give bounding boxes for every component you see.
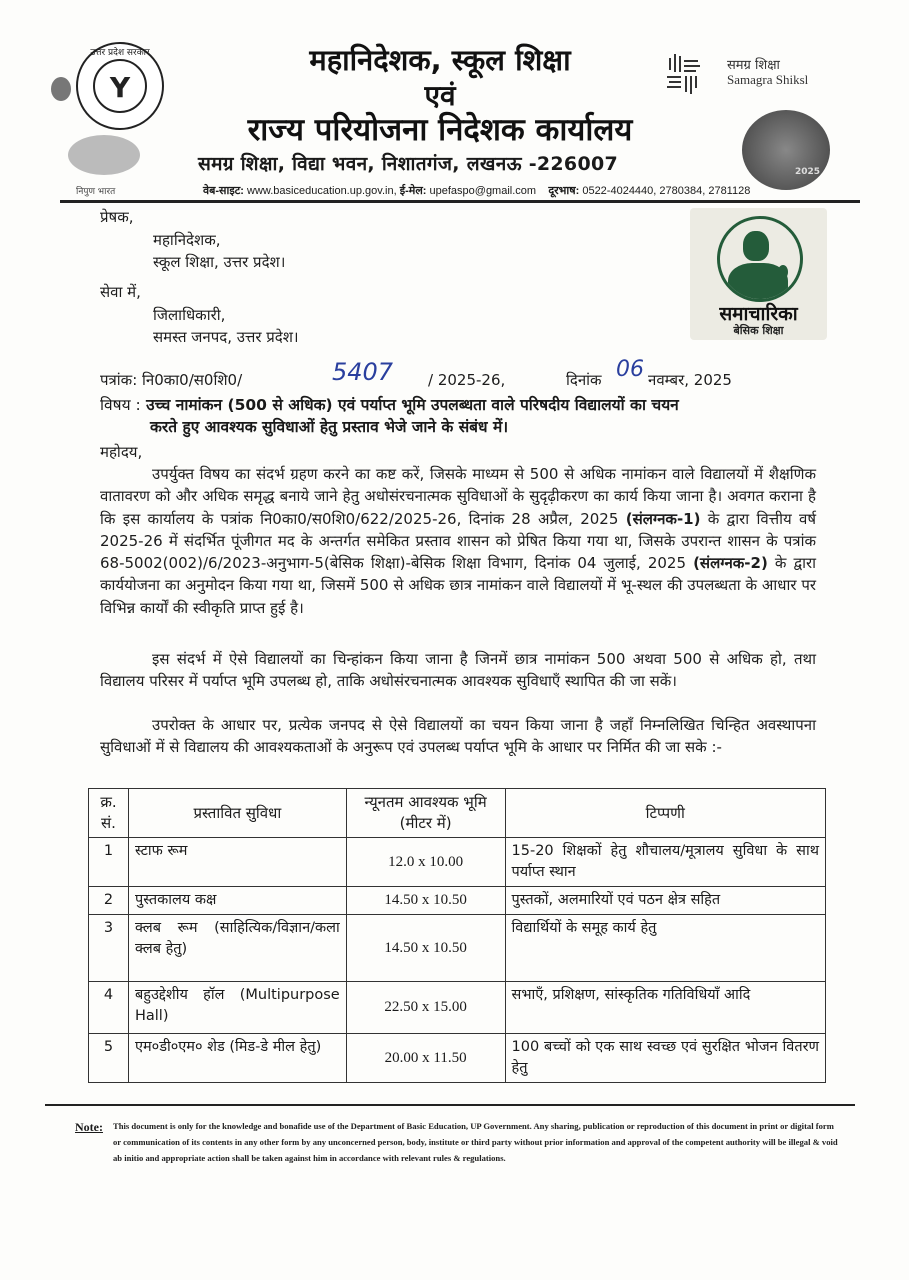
footer-note-text: This document is only for the knowledge and bonafide use of the Department of Basic Education, UP Government. Any sharing, publication or reproduction of this document in print or digital form or communication of its contents in any other form by any unconcerned person, body, institute or third party without prior information and approval of the competent authority will be illegal & void ab initio and appropriate action shall be taken against him in accordance with relevant rules & regulations. bbox=[113, 1121, 838, 1163]
date-label: दिनांक bbox=[566, 371, 602, 389]
sender-label: प्रेषक, bbox=[100, 208, 134, 226]
office-title-line3: राज्य परियोजना निदेशक कार्यालय bbox=[247, 112, 633, 148]
letter-number-year: / 2025-26, bbox=[428, 371, 506, 389]
office-address: समग्र शिक्षा, विद्या भवन, निशातगंज, लखनऊ -226007 bbox=[198, 153, 619, 175]
samagra-english-label: Samagra Shiksl bbox=[727, 72, 809, 87]
row-facility: क्लब रूम (साहित्यिक/विज्ञान/कला क्लब हेतु) bbox=[128, 915, 346, 982]
email-link[interactable]: upefaspo@gmail.com bbox=[429, 185, 537, 197]
commemorative-medal-icon bbox=[742, 110, 830, 190]
subject-block bbox=[100, 394, 816, 438]
row-facility: स्टाफ रूम bbox=[128, 838, 346, 887]
row-area: 22.50 x 15.00 bbox=[346, 982, 505, 1034]
col-header-remark: टिप्पणी bbox=[505, 789, 825, 838]
up-government-seal-icon bbox=[76, 42, 164, 130]
medal-year: 2025 bbox=[795, 167, 821, 177]
phone-label: दूरभाष: bbox=[548, 185, 580, 197]
samacharika-badge bbox=[690, 208, 827, 340]
recipient-line2: समस्त जनपद, उत्तर प्रदेश। bbox=[153, 328, 299, 346]
phone-numbers: 0522-4024440, 2780384, 2781128 bbox=[582, 185, 751, 197]
header-divider bbox=[60, 200, 860, 203]
row-facility: एम०डी०एम० शेड (मिड-डे मील हेतु) bbox=[128, 1034, 346, 1083]
table-row bbox=[89, 838, 826, 887]
website-label: वेब-साइट: bbox=[203, 185, 244, 197]
recipient-line1: जिलाधिकारी, bbox=[153, 306, 226, 324]
body-paragraph-1 bbox=[100, 463, 816, 619]
subject-line1: उच्च नामांकन (500 से अधिक) एवं पर्याप्त भूमि उपलब्धता वाले परिषदीय विद्यालयों का चयन bbox=[146, 396, 679, 414]
row-serial: 5 bbox=[89, 1034, 129, 1083]
row-serial: 3 bbox=[89, 915, 129, 982]
subject-line2: करते हुए आवश्यक सुविधाओं हेतु प्रस्ताव भेजे जाने के संबंध में। bbox=[150, 418, 509, 436]
row-area: 20.00 x 11.50 bbox=[346, 1034, 505, 1083]
paragraph-1-text-a: उपर्युक्त विषय का संदर्भ ग्रहण करने का कष्ट करें, जिसके माध्यम से 500 से अधिक नामांकन वाले विद्यालयों में शैक्षणिक वातावरण को और अधिक समृद्ध बनाये जाने हेतु अधोसंरचनात्मक सुविधाओं के सुदृढ़ीकरण का कार्य किया जाना है। अवगत कराना है कि इस कार्यालय के पत्रांक नि0का0/स0शि0/622/2025-26, दिनांक 28 अप्रैल, 2025 bbox=[100, 465, 816, 528]
row-remark: सभाएँ, प्रशिक्षण, सांस्कृतिक गतिविधियाँ आदि bbox=[505, 982, 825, 1034]
body-paragraph-3: उपरोक्त के आधार पर, प्रत्येक जनपद से ऐसे विद्यालयों का चयन किया जाना है जहाँ निम्नलिखित चिन्हित अवस्थापना सुविधाओं में से विद्यालय की आवश्यकताओं के अनुरूप एवं उपलब्ध पर्याप्त भूमि के आधार पर निर्मित की जा सके :- bbox=[100, 716, 816, 757]
attachment-1-ref: (संलग्नक-1) bbox=[625, 509, 701, 528]
col-header-serial: क्र. सं. bbox=[89, 789, 129, 838]
footer-divider bbox=[45, 1104, 855, 1106]
seal-ring-text: उत्तर प्रदेश सरकार bbox=[90, 48, 150, 58]
badge-title: समाचारिका bbox=[719, 303, 798, 325]
table-header-row bbox=[89, 789, 826, 838]
attachment-2-ref: (संलग्नक-2) bbox=[693, 554, 768, 573]
paragraph-1-text-c: के द्वारा वित्तीय वर्ष 2025-26 में संदर्भित पूंजीगत मद के अन्तर्गत समेकित प्रस्ताव शासन को प्रेषित किया गया था, जिसके उपरान्त शासन के पत्रांक 68-5002(002)/6/2023-अनुभाग-5(बेसिक शिक्षा)-बेसिक शिक्षा विभाग, दिनांक 04 जुलाई, 2025 bbox=[100, 509, 816, 573]
row-area: 12.0 x 10.00 bbox=[346, 838, 505, 887]
row-area: 14.50 x 10.50 bbox=[346, 887, 505, 915]
date-month-year: नवम्बर, 2025 bbox=[648, 371, 732, 389]
col-header-facility: प्रस्तावित सुविधा bbox=[128, 789, 346, 838]
nipun-bharat-logo-icon bbox=[68, 135, 140, 175]
handwritten-letter-number: 5407 bbox=[332, 358, 394, 386]
email-label: ई-मेल: bbox=[399, 185, 427, 197]
decorative-dot bbox=[51, 77, 71, 101]
contact-line bbox=[203, 183, 750, 198]
row-remark: 15-20 शिक्षकों हेतु शौचालय/मूत्रालय सुविधा के साथ पर्याप्त स्थान bbox=[505, 838, 825, 887]
row-remark: 100 बच्चों को एक साथ स्वच्छ एवं सुरक्षित भोजन वितरण हेतु bbox=[505, 1034, 825, 1083]
row-facility: पुस्तकालय कक्ष bbox=[128, 887, 346, 915]
table-row bbox=[89, 915, 826, 982]
nipun-bharat-label: निपुण भारत bbox=[76, 187, 116, 197]
sender-line2: स्कूल शिक्षा, उत्तर प्रदेश। bbox=[153, 253, 286, 271]
website-link[interactable]: www.basiceducation.up.gov.in, bbox=[247, 185, 397, 197]
samagra-hindi-label: समग्र शिक्षा bbox=[727, 58, 780, 73]
footer-note-label: Note: bbox=[75, 1120, 103, 1134]
row-remark: विद्यार्थियों के समूह कार्य हेतु bbox=[505, 915, 825, 982]
office-title-line2: एवं bbox=[424, 79, 456, 112]
table-row bbox=[89, 1034, 826, 1083]
table-row bbox=[89, 982, 826, 1034]
handwritten-day: 06 bbox=[616, 357, 644, 382]
body-paragraph-2: इस संदर्भ में ऐसे विद्यालयों का चिन्हांकन किया जाना है जिनमें छात्र नामांकन 500 अथवा 500 से अधिक हो, तथा विद्यालय परिसर में पर्याप्त भूमि उपलब्ध हो, ताकि अधोसंरचनात्मक आवश्यक सुविधाएँ स्थापित की जा सकें। bbox=[100, 650, 816, 691]
row-remark: पुस्तकों, अलमारियों एवं पठन क्षेत्र सहित bbox=[505, 887, 825, 915]
subject-label: विषय : bbox=[100, 396, 141, 414]
salutation: महोदय, bbox=[100, 443, 143, 461]
office-title-line1: महानिदेशक, स्कूल शिक्षा bbox=[309, 43, 571, 77]
row-area: 14.50 x 10.50 bbox=[346, 915, 505, 982]
letter-number-prefix: पत्रांक: नि0का0/स0शि0/ bbox=[100, 371, 243, 389]
table-row bbox=[89, 887, 826, 915]
seal-emblem bbox=[93, 59, 147, 113]
sender-line1: महानिदेशक, bbox=[153, 231, 221, 249]
seal-y-glyph: Y bbox=[109, 71, 131, 104]
col-header-min-land: न्यूनतम आवश्यक भूमि (मीटर में) bbox=[346, 789, 505, 838]
row-serial: 1 bbox=[89, 838, 129, 887]
badge-subtitle: बेसिक शिक्षा bbox=[733, 324, 784, 337]
facilities-table bbox=[88, 788, 826, 1083]
row-serial: 2 bbox=[89, 887, 129, 915]
speaker-with-mic-icon bbox=[717, 216, 803, 302]
recipient-label: सेवा में, bbox=[100, 283, 141, 301]
samagra-shiksha-logo-icon bbox=[665, 52, 703, 98]
row-serial: 4 bbox=[89, 982, 129, 1034]
paragraph-1-text-d: के द्वारा कार्ययोजना का अनुमोदन किया गया था, जिसमें 500 से अधिक छात्र नामांकन वाले विद्यालयों में भू-स्थल की उपलब्धता के आधार पर विभिन्न कार्यों की स्वीकृति प्राप्त हुई है। bbox=[100, 554, 816, 617]
row-facility: बहुउद्देशीय हॉल (Multipurpose Hall) bbox=[128, 982, 346, 1034]
